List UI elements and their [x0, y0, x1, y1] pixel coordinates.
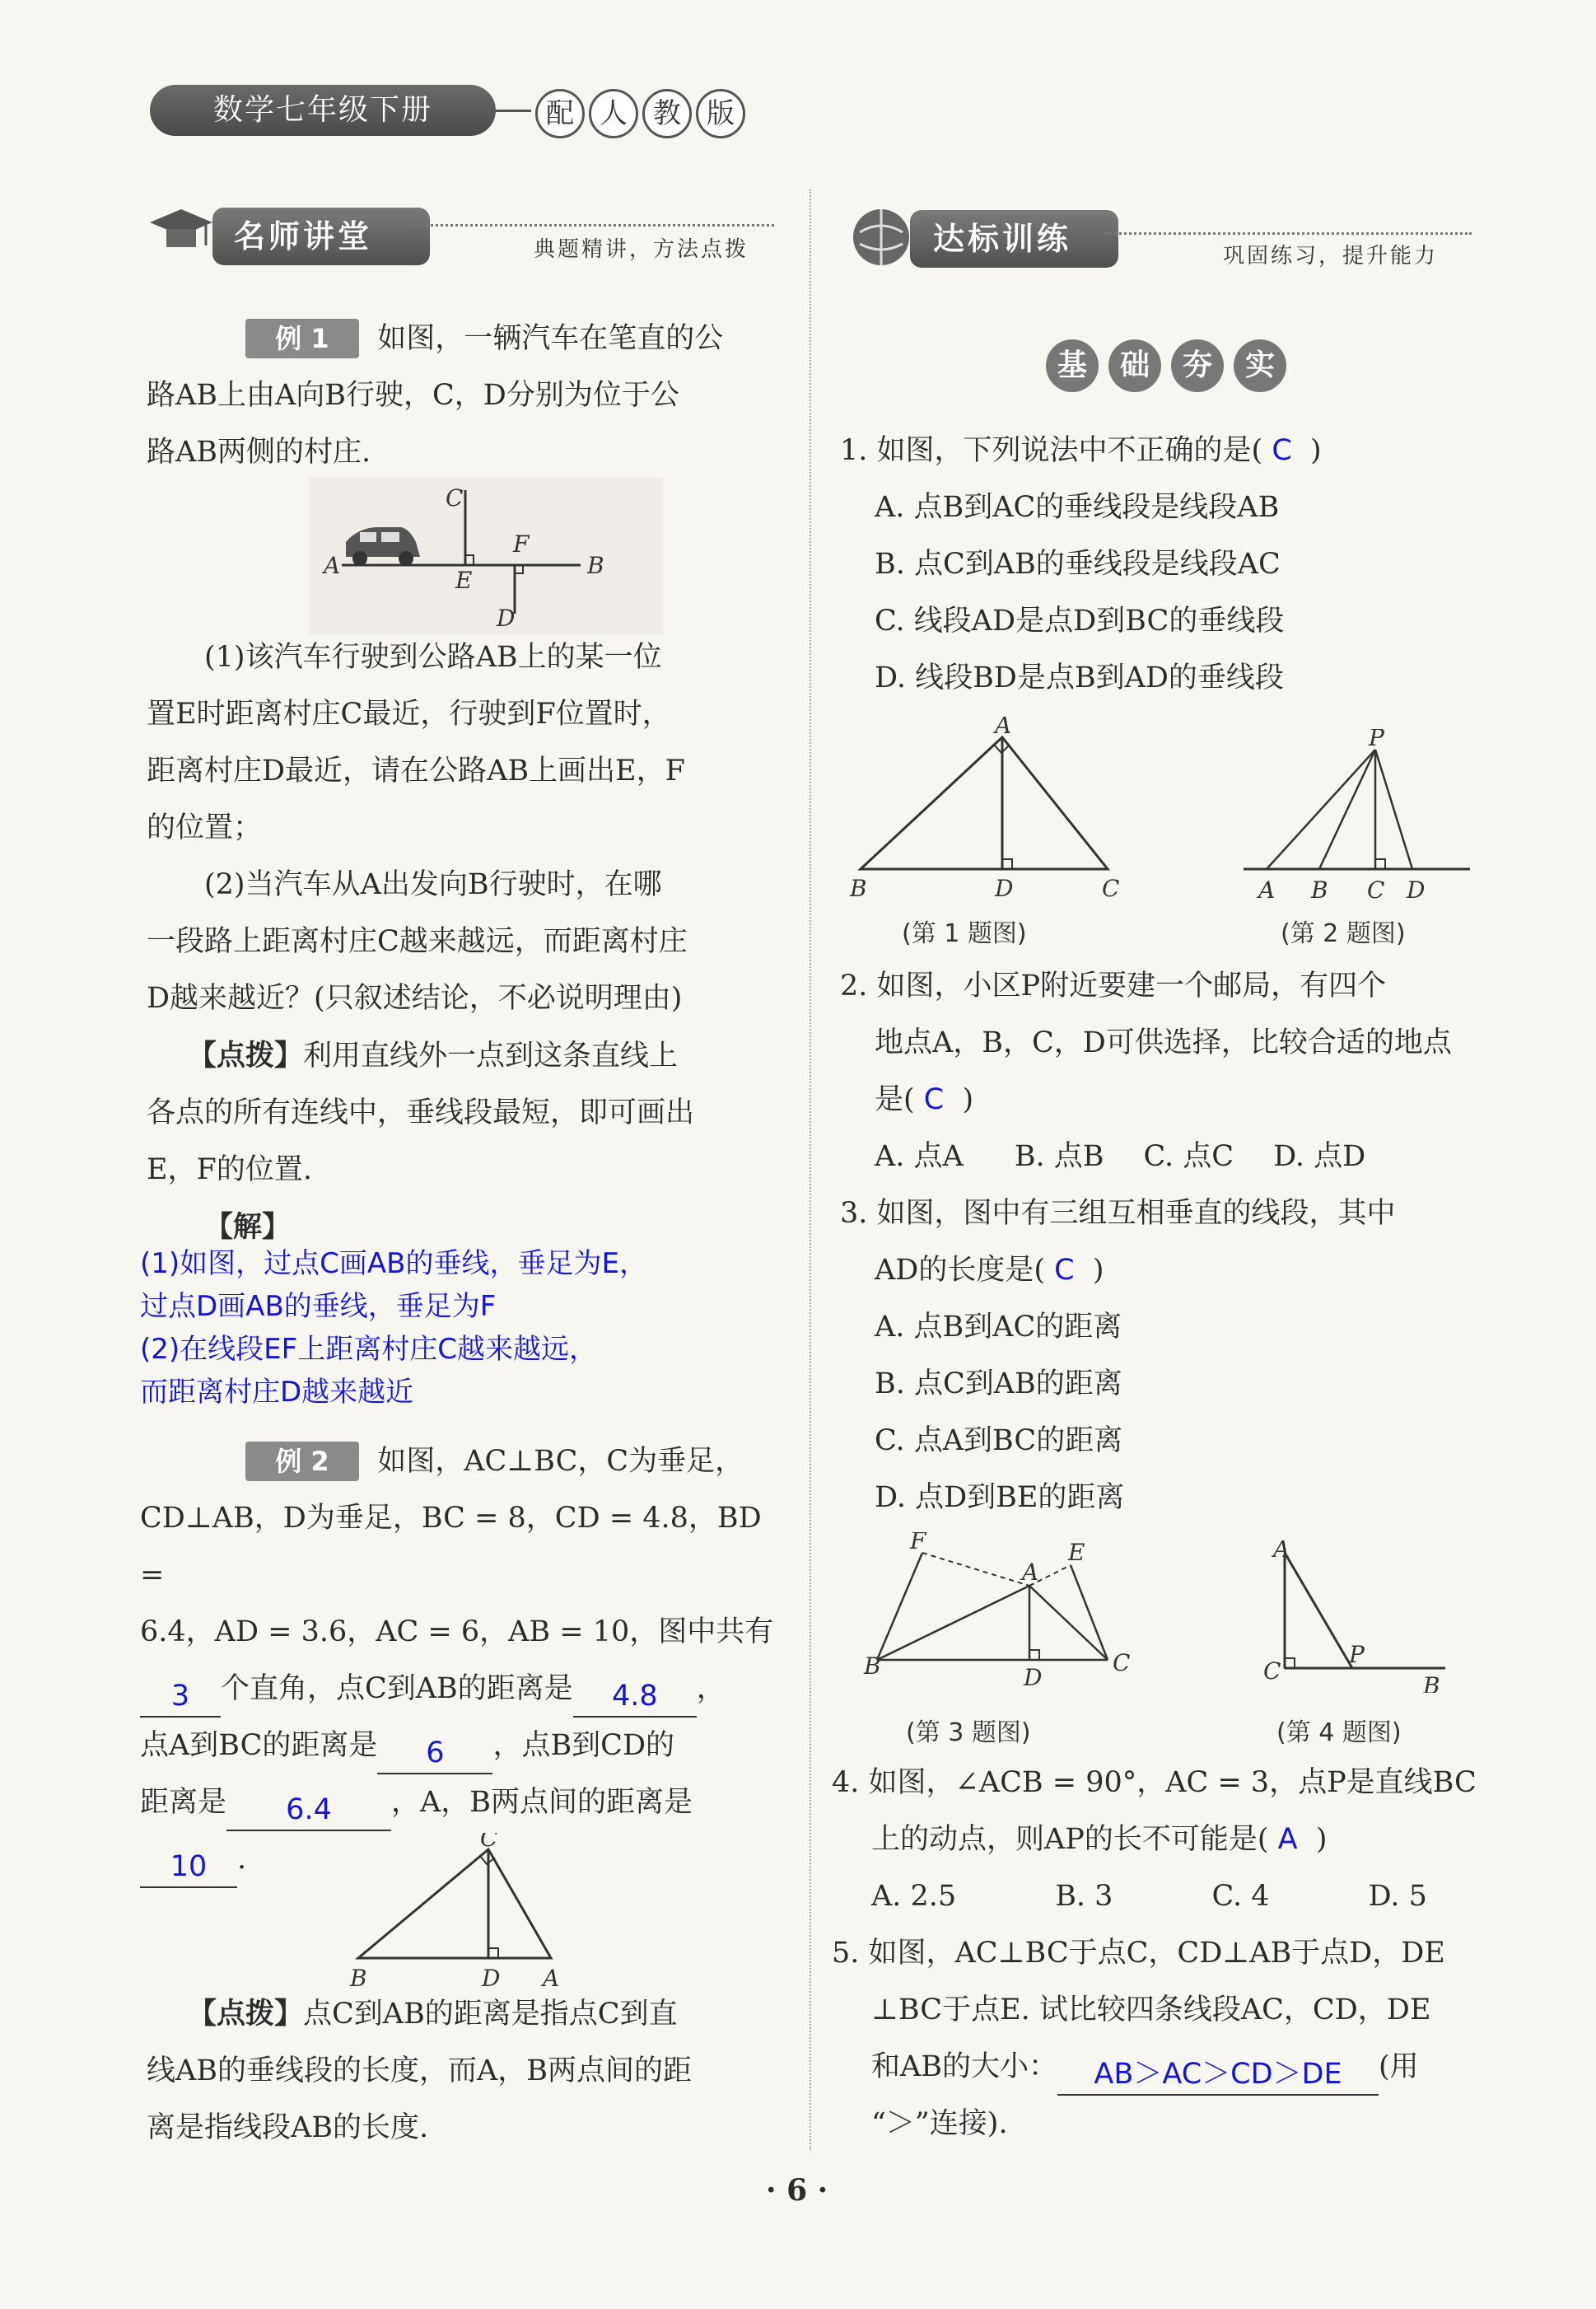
fig-ex2-label-c: C — [480, 1833, 498, 1852]
fig-q3-label-f: F — [910, 1532, 926, 1554]
ex2-hint-line3: 离是指线段AB的长度. — [147, 2111, 429, 2144]
fig-q1-label-a: A — [995, 717, 1012, 739]
graduation-cap-icon — [148, 204, 214, 265]
ex1-answer-line2: 过点D画AB的垂线，垂足为F — [140, 1290, 497, 1323]
q5-line3: 和AB的大小： — [871, 2050, 1057, 2083]
ex1-q1-line1: (1)该汽车行驶到公路AB上的某一位 — [204, 641, 662, 674]
figure-car-road — [309, 478, 663, 638]
q3-option-d: D. 点D到BE的距离 — [875, 1481, 1125, 1514]
fig1-label-f: F — [513, 531, 530, 558]
fig-q4-label-b: B — [1423, 1672, 1440, 1693]
fig-q2-label-d: D — [1407, 876, 1426, 904]
ex1-hint-line3: E，F的位置. — [147, 1153, 312, 1186]
ex1-q1-line2: 置E时距离村庄C最近，行驶到F位置时， — [147, 698, 671, 731]
q4-close: ) — [1315, 1823, 1328, 1856]
q2-option-a: A. 点A — [875, 1140, 964, 1173]
section-subtitle-right: 巩固练习，提升能力 — [1223, 244, 1439, 269]
ex1-answer-line3: (2)在线段EF上距离村庄C越来越远， — [140, 1333, 597, 1366]
ex1-solution-label: 【解】 — [204, 1210, 292, 1244]
ex1-q2-line2: 一段路上距离村庄C越来越远，而距离村庄 — [147, 925, 688, 958]
ex2-hint-line2: 线AB的垂线段的长度，而A，B两点间的距 — [147, 2054, 692, 2087]
example-1 — [147, 311, 781, 481]
q5-tail: (用 — [1379, 2050, 1419, 2083]
ex2-blank-c-to-ab[interactable]: 4.8 — [573, 1680, 697, 1718]
q4-answer: A — [1277, 1823, 1298, 1856]
q1-option-d: D. 线段BD是点B到AD的垂线段 — [875, 661, 1284, 694]
q1-answer: C — [1272, 434, 1292, 467]
ex2-hint-line1: 点C到AB的距离是指点C到直 — [303, 1998, 678, 2031]
ex2-line3: 6.4，AD = 3.6，AC = 6，AB = 10，图中共有 — [140, 1615, 774, 1648]
q5-line1: 5. 如图，AC⊥BC于点C，CD⊥AB于点D，DE — [832, 1937, 1445, 1970]
fig3-caption: (第 3 题图) — [906, 1718, 1031, 1747]
basic-char-2: 础 — [1108, 339, 1161, 392]
fig-q4-label-p: P — [1349, 1641, 1365, 1668]
basic-char-3: 夯 — [1171, 339, 1224, 392]
fig-q2-label-b: B — [1311, 876, 1328, 904]
ex2-line4: 个直角，点C到AB的距离是 — [221, 1672, 573, 1705]
example-1-questions — [147, 629, 781, 1256]
figure-question-3 — [861, 1532, 1141, 1692]
fig-ex2-label-d: D — [482, 1965, 501, 1992]
ex2-line1: 如图，AC⊥BC，C为垂足， — [377, 1445, 744, 1478]
basic-char-4: 实 — [1234, 339, 1286, 392]
ex1-hint-label: 【点拨】 — [188, 1039, 304, 1073]
q2-option-b: B. 点B — [1014, 1140, 1104, 1173]
ex1-line3: 路AB两侧的村庄. — [147, 436, 371, 469]
basic-char-1: 基 — [1046, 339, 1099, 392]
q3-option-a: A. 点B到AC的距离 — [875, 1311, 1122, 1344]
section-divider-right — [1105, 232, 1472, 235]
ex2-hint-label: 【点拨】 — [188, 1997, 304, 2031]
q3-answer: C — [1054, 1254, 1075, 1287]
q3-close: ) — [1092, 1254, 1104, 1287]
ex1-hint-line2: 各点的所有连线中，垂线段最短，即可画出 — [147, 1096, 695, 1129]
q5-answer-blank[interactable]: AB＞AC＞CD＞DE — [1057, 2058, 1379, 2096]
ex1-line1: 如图，一辆汽车在笔直的公 — [377, 322, 724, 355]
ex2-line6a: 距离是 — [140, 1786, 227, 1819]
ex1-q1-line3: 距离村庄D最近，请在公路AB上画出E，F — [147, 755, 685, 788]
ex1-answer — [140, 1242, 647, 1414]
fig1-label-a: A — [324, 552, 341, 579]
ex1-hint-line1: 利用直线外一点到这条直线上 — [303, 1040, 679, 1073]
fig-q4-label-a: A — [1273, 1540, 1290, 1563]
q3-option-c: C. 点A到BC的距离 — [875, 1424, 1123, 1457]
q1-option-b: B. 点C到AB的垂线段是线段AC — [875, 548, 1281, 581]
page-number: · 6 · — [766, 2173, 828, 2208]
book-title: 数学七年级下册 — [150, 85, 496, 136]
fig-q3-label-e: E — [1068, 1539, 1085, 1566]
q5-line4: “＞”连接). — [871, 2107, 1008, 2140]
ex1-answer-line1: (1)如图，过点C画AB的垂线，垂足为E， — [140, 1247, 647, 1280]
ex2-blank-ab[interactable]: 10 — [140, 1850, 237, 1888]
fig-q1-label-c: C — [1102, 875, 1120, 902]
fig1-label-b: B — [587, 552, 604, 579]
q4-option-c: C. 4 — [1211, 1880, 1270, 1913]
edition-char-1: 配 — [535, 89, 585, 138]
fig1-label-c: C — [446, 484, 464, 512]
q2-close: ) — [962, 1083, 974, 1116]
fig-ex2-label-b: B — [350, 1965, 367, 1992]
ex2-line2: CD⊥AB，D为垂足，BC = 8，CD = 4.8，BD = — [140, 1502, 762, 1592]
figure-question-1 — [840, 717, 1120, 909]
ex1-q2-line3: D越来越近？(只叙述结论，不必说明理由) — [147, 982, 683, 1015]
ex1-line2: 路AB上由A向B行驶，C，D分别为位于公 — [147, 379, 679, 412]
fig-q3-label-c: C — [1113, 1649, 1131, 1676]
section-subtitle-left: 典题精讲，方法点拨 — [534, 237, 749, 262]
fig-q2-label-c: C — [1367, 876, 1385, 904]
ex2-blank-right-angles[interactable]: 3 — [140, 1680, 221, 1718]
question-3 — [840, 1185, 1499, 1526]
q4-line2: 上的动点，则AP的长不可能是( — [871, 1823, 1269, 1856]
ex2-line6b: ，A，B两点间的距离是 — [391, 1786, 693, 1819]
fig-q2-label-a: A — [1258, 876, 1276, 904]
q3-option-b: B. 点C到AB的距离 — [875, 1367, 1122, 1400]
fig-ex2-label-a: A — [543, 1965, 560, 1992]
q1-close: ) — [1310, 434, 1322, 467]
question-1 — [840, 423, 1499, 707]
section-divider-left — [412, 224, 774, 227]
fig2-caption: (第 2 题图) — [1281, 919, 1406, 948]
fig1-label-d: D — [497, 605, 516, 632]
fig4-caption: (第 4 题图) — [1276, 1718, 1402, 1747]
q2-option-c: C. 点C — [1143, 1140, 1234, 1173]
fig-q3-label-b: B — [864, 1652, 881, 1680]
fig-q1-label-b: B — [850, 875, 867, 902]
q2-line2: 地点A，B，C，D可供选择，比较合适的地点 — [875, 1026, 1452, 1059]
ex1-answer-line4: 而距离村庄D越来越近 — [140, 1376, 414, 1409]
fig-q1-label-d: D — [995, 875, 1014, 902]
q5-line2: ⊥BC于点E. 试比较四条线段AC，CD，DE — [871, 1993, 1431, 2026]
section-title-left: 名师讲堂 — [212, 208, 430, 265]
q2-option-d: D. 点D — [1273, 1140, 1366, 1173]
q3-line1: 3. 如图，图中有三组互相垂直的线段，其中 — [840, 1197, 1396, 1230]
q3-line2: AD的长度是( — [875, 1254, 1045, 1287]
globe-icon — [848, 204, 914, 273]
q4-option-a: A. 2.5 — [871, 1880, 957, 1913]
ex2-line5b: ，点B到CD的 — [492, 1729, 674, 1762]
fig-q3-label-d: D — [1024, 1664, 1043, 1689]
q2-line1: 2. 如图，小区P附近要建一个邮局，有四个 — [840, 970, 1387, 1003]
figure-question-2 — [1235, 729, 1482, 909]
ex2-line5a: 点A到BC的距离是 — [140, 1729, 378, 1762]
fig-q3-label-a: A — [1022, 1559, 1039, 1586]
example-2-label: 例 2 — [245, 1442, 359, 1481]
fig-q4-label-c: C — [1263, 1657, 1281, 1685]
q1-stem: 1. 如图，下列说法中不正确的是( — [840, 434, 1263, 467]
ex1-q2-line1: (2)当汽车从A出发向B行驶时，在哪 — [204, 868, 662, 901]
header-connector — [494, 110, 531, 112]
figure-example-2-triangle — [342, 1833, 564, 1997]
q2-answer: C — [923, 1083, 945, 1116]
question-5 — [832, 1925, 1499, 2152]
edition-char-4: 版 — [696, 89, 745, 138]
question-2 — [840, 958, 1499, 1185]
q2-line3: 是( — [875, 1083, 915, 1116]
q4-option-d: D. 5 — [1368, 1880, 1427, 1913]
edition-char-3: 教 — [642, 89, 692, 138]
question-4 — [832, 1755, 1499, 1925]
figure-question-4 — [1252, 1540, 1449, 1696]
example-2-hint — [147, 1985, 781, 2157]
edition-char-2: 人 — [589, 89, 638, 138]
q4-line1: 4. 如图，∠ACB = 90°，AC = 3，点P是直线BC — [832, 1766, 1477, 1799]
column-divider — [810, 189, 811, 2150]
fig1-caption: (第 1 题图) — [902, 919, 1027, 948]
fig1-label-e: E — [455, 567, 473, 594]
example-1-label: 例 1 — [245, 319, 359, 358]
section-title-right: 达标训练 — [910, 210, 1118, 268]
ex2-blank-a-to-bc[interactable]: 6 — [377, 1736, 492, 1774]
q1-option-c: C. 线段AD是点D到BC的垂线段 — [875, 605, 1285, 638]
q1-option-a: A. 点B到AC的垂线段是线段AB — [875, 491, 1280, 524]
example-2: 例 2 如图，AC⊥BC，C为垂足， CD⊥AB，D为垂足，BC = 8，CD = 4.8，BD = 6.4，AD = 3.6，AC = 6，AB = 10，图中共有 3 个直角，点C到AB的距离是 4.8 ， 点A到BC的距离是 6 ，点B到CD的 距离是 6.4 ，A，B两点间的距离是 10 . — [140, 1433, 782, 1888]
q4-option-b: B. 3 — [1055, 1880, 1113, 1913]
ex1-q1-line4: 的位置； — [147, 811, 263, 844]
ex2-blank-b-to-cd[interactable]: 6.4 — [226, 1793, 391, 1831]
fig-q2-label-p: P — [1369, 729, 1384, 751]
